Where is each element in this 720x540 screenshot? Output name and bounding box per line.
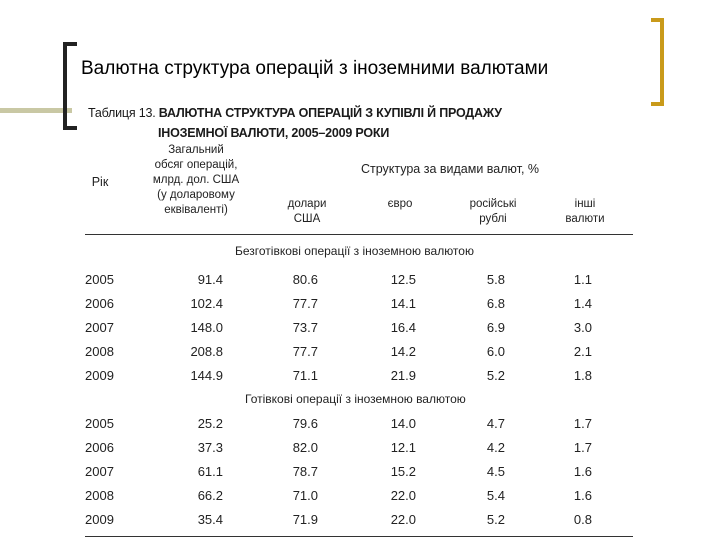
table-cell-total: 35.4 — [197, 512, 223, 527]
table-cell-eur: 22.0 — [390, 488, 416, 503]
table-cell-other: 1.6 — [573, 488, 592, 503]
table-cell-other: 1.7 — [573, 440, 592, 455]
table-cell-other: 1.6 — [573, 464, 592, 479]
header-total-line: обсяг операцій, — [154, 159, 238, 171]
table-cell-year: 2007 — [85, 320, 114, 335]
table-cell-usd: 71.9 — [292, 512, 318, 527]
table-cell-year: 2005 — [85, 272, 114, 287]
table-caption-line2: ІНОЗЕМНОЇ ВАЛЮТИ, 2005–2009 РОКИ — [158, 126, 390, 140]
table-cell-total: 102.4 — [190, 296, 223, 311]
table-cell-total: 25.2 — [197, 416, 223, 431]
table-cell-usd: 82.0 — [292, 440, 318, 455]
table-caption — [88, 103, 502, 140]
table-cell-year: 2008 — [85, 344, 114, 359]
table-cell-rub: 5.2 — [486, 368, 505, 383]
table-cell-year: 2005 — [85, 416, 114, 431]
table-cell-eur: 15.2 — [390, 464, 416, 479]
table-cell-other: 3.0 — [573, 320, 592, 335]
table-cell-usd: 73.7 — [292, 320, 318, 335]
header-year: Рік — [91, 175, 109, 189]
table-cell-usd: 71.1 — [292, 368, 318, 383]
table-cell-rub: 4.2 — [486, 440, 505, 455]
table-cell-year: 2006 — [85, 296, 114, 311]
header-structure: Структура за видами валют, % — [360, 162, 540, 176]
table-cell-rub: 5.8 — [486, 272, 505, 287]
table-cell-rub: 5.4 — [486, 488, 505, 503]
table-cell-eur: 21.9 — [390, 368, 416, 383]
table-cell-usd: 77.7 — [292, 344, 318, 359]
table-caption-line1: ВАЛЮТНА СТРУКТУРА ОПЕРАЦІЙ З КУПІВЛІ Й ПРОДАЖУ — [158, 106, 502, 120]
table-cell-total: 144.9 — [190, 368, 223, 383]
table-cell-total: 148.0 — [190, 320, 223, 335]
table-cell-usd: 78.7 — [292, 464, 318, 479]
table-cell-usd: 77.7 — [292, 296, 318, 311]
decorative-accent-line — [0, 108, 72, 113]
header-total — [136, 143, 256, 218]
table-cell-rub: 4.7 — [486, 416, 505, 431]
table-cell-eur: 12.1 — [390, 440, 416, 455]
table-cell-eur: 14.0 — [390, 416, 416, 431]
table-cell-other: 1.8 — [573, 368, 592, 383]
header-eur: євро — [387, 198, 413, 210]
table-cell-other: 1.1 — [573, 272, 592, 287]
table-cell-total: 208.8 — [190, 344, 223, 359]
table-cell-usd: 71.0 — [292, 488, 318, 503]
table-cell-total: 37.3 — [197, 440, 223, 455]
header-other-line: валюти — [565, 213, 605, 225]
table-cell-other: 1.7 — [573, 416, 592, 431]
table-cell-usd: 80.6 — [292, 272, 318, 287]
table-cell-year: 2006 — [85, 440, 114, 455]
table-cell-year: 2007 — [85, 464, 114, 479]
table-cell-usd: 79.6 — [292, 416, 318, 431]
header-usd-line: долари — [287, 198, 327, 210]
header-other — [555, 197, 615, 227]
header-usd — [272, 197, 342, 227]
table-cell-other: 1.4 — [573, 296, 592, 311]
table-bottom-rule — [85, 536, 633, 537]
table-cell-eur: 12.5 — [390, 272, 416, 287]
header-total-line: еквіваленті) — [164, 204, 228, 216]
table-cell-other: 2.1 — [573, 344, 592, 359]
table-cell-rub: 6.8 — [486, 296, 505, 311]
table-cell-total: 91.4 — [197, 272, 223, 287]
header-total-line: (у доларовому — [157, 189, 235, 201]
section-title: Готівкові операції з іноземною валютою — [245, 392, 466, 406]
table-cell-eur: 22.0 — [390, 512, 416, 527]
left-bracket-decoration — [63, 42, 77, 130]
header-rub-line: російські — [469, 198, 517, 210]
section-title: Безготівкові операції з іноземною валютою — [235, 244, 474, 258]
table-cell-year: 2009 — [85, 512, 114, 527]
table-cell-other: 0.8 — [573, 512, 592, 527]
header-other-line: інші — [574, 198, 596, 210]
header-total-line: млрд. дол. США — [152, 174, 240, 186]
table-cell-eur: 14.2 — [390, 344, 416, 359]
header-total-line: Загальний — [168, 144, 224, 156]
table-cell-year: 2008 — [85, 488, 114, 503]
slide-title: Валютна структура операцій з іноземними валютами — [81, 58, 549, 79]
table-cell-year: 2009 — [85, 368, 114, 383]
table-cell-total: 61.1 — [197, 464, 223, 479]
table-cell-rub: 6.0 — [486, 344, 505, 359]
table-cell-eur: 16.4 — [390, 320, 416, 335]
table-cell-total: 66.2 — [197, 488, 223, 503]
table-cell-eur: 14.1 — [390, 296, 416, 311]
table-caption-label: Таблиця 13. — [88, 106, 156, 120]
right-bracket-decoration — [651, 18, 664, 106]
header-usd-line: США — [293, 213, 321, 225]
header-rub-line: рублі — [479, 213, 507, 225]
table-cell-rub: 6.9 — [486, 320, 505, 335]
table-cell-rub: 5.2 — [486, 512, 505, 527]
header-divider — [85, 234, 633, 235]
table-cell-rub: 4.5 — [486, 464, 505, 479]
header-rub — [453, 197, 533, 227]
